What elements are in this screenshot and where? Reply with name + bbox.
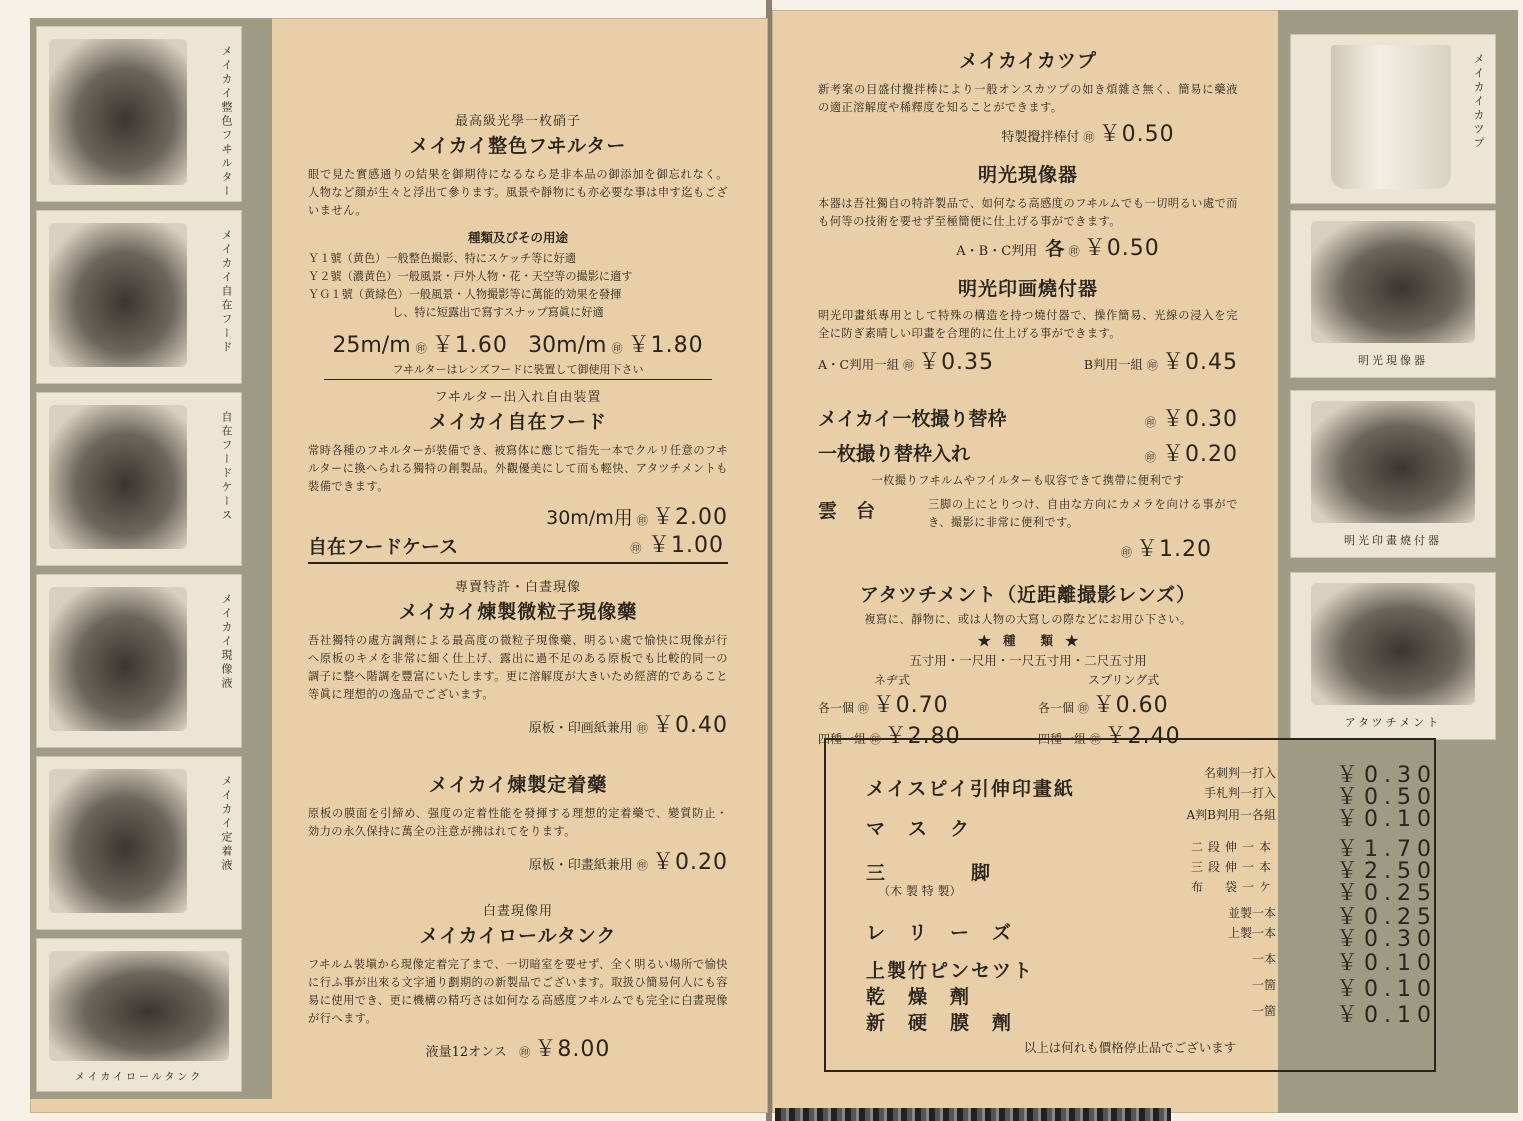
attachment-section bbox=[818, 578, 1238, 750]
box-item-name: 乾 燥 劑 bbox=[866, 986, 972, 1008]
printer-spec-1: A・C判用一組 bbox=[818, 357, 900, 372]
frames-price-2: ￥0.20 bbox=[1162, 442, 1238, 467]
tile-dev-tank bbox=[1290, 210, 1496, 378]
caption-hood: メイカイ自在フード bbox=[220, 229, 233, 355]
fixer-price: ￥0.20 bbox=[652, 850, 728, 875]
attachment-each-label: 各一個 bbox=[1038, 701, 1075, 715]
hood-case-photo bbox=[49, 405, 187, 549]
hood-case-title: 自在フードケース bbox=[308, 536, 459, 558]
box-item-name: 上製竹ピンセツト bbox=[866, 960, 1035, 982]
filter-section bbox=[308, 110, 728, 380]
box-price: ￥2.50 bbox=[1336, 859, 1437, 884]
frames-row-2: 一枚撮り替枠入れ ㊞ ￥0.20 bbox=[818, 437, 1238, 468]
box-spec: 手札判一打入 bbox=[1203, 786, 1276, 800]
filter-price-2: ￥1.80 bbox=[627, 333, 704, 358]
printer-section bbox=[818, 272, 1238, 376]
printer-price-2: ￥0.45 bbox=[1162, 350, 1238, 375]
scan-edge-strip bbox=[775, 1108, 1171, 1121]
frames-note: 一枚撮りフヰルムやフイルターも収容できて携帶に便利です bbox=[871, 474, 1185, 487]
filter-usage-line: Ｙ１號（黄色）一般整色撮影、特にスケッチ等に好適 bbox=[308, 252, 576, 265]
attachment-desc: 複寫に、靜物に、或は人物の大寫しの際などにお用ひ下さい。 bbox=[864, 613, 1192, 626]
hood-title: メイカイ自在フード bbox=[429, 411, 607, 433]
hood-case-row: 自在フードケース ㊞ ￥1.00 bbox=[308, 528, 728, 564]
dev-tank-title: 明光現像器 bbox=[977, 164, 1078, 186]
filter-note: フヰルターはレンズフードに裝置して御使用下さい bbox=[324, 361, 712, 380]
cloud-price-row: ㊞ ￥1.20 bbox=[1120, 537, 1212, 562]
dev-tank-price-row: A・B・C判用 各 ㊞ ￥0.50 bbox=[956, 236, 1160, 261]
dev-tank-desc: 本器は吾社獨自の特許製品で、如何なる高感度のフヰルムでも一切明るい處で而も何等の技術を要せず至極簡便に仕上げる事ができます。 bbox=[818, 197, 1238, 228]
printer-price-1: ￥0.35 bbox=[918, 350, 995, 375]
box-spec: 一箇 bbox=[1251, 978, 1276, 992]
attachment-kinds: 五寸用・一尺用・一尺五寸用・二尺五寸用 bbox=[909, 653, 1147, 668]
caption-developer: メイカイ現像液 bbox=[220, 593, 233, 691]
fixer-spec: 原板・印畫紙兼用 bbox=[528, 858, 633, 873]
printer-photo bbox=[1311, 401, 1475, 523]
printer-title: 明光印画燒付器 bbox=[957, 278, 1098, 300]
dev-tank-photo bbox=[1311, 221, 1475, 343]
developer-spec: 原板・印画紙兼用 bbox=[528, 721, 633, 736]
cup-price-row: 特製攪拌棒付 ㊞ ￥0.50 bbox=[1001, 122, 1175, 147]
caption-printer: 明光印畫燒付器 bbox=[1344, 534, 1442, 547]
cup-spec: 特製攪拌棒付 bbox=[1001, 130, 1080, 145]
cloud-row bbox=[818, 496, 1238, 532]
left-photo-strip bbox=[30, 18, 272, 1099]
caption-filter: メイカイ整色フヰルター bbox=[220, 45, 233, 199]
attachment-set-label: 四種一組 bbox=[1038, 732, 1087, 746]
box-item-name: メイスピイ引伸印畫紙 bbox=[866, 778, 1075, 800]
filter-usage-heading: 種類及びその用途 bbox=[467, 230, 568, 245]
box-price: ￥0.10 bbox=[1336, 1003, 1437, 1028]
attachment-screw-each-row: 各一個 ㊞ ￥0.70 bbox=[818, 693, 949, 718]
filter-size-1: 25m/m bbox=[332, 333, 411, 358]
attachment-spring-each: ￥0.60 bbox=[1092, 693, 1169, 718]
caption-attachment: アタツチメント bbox=[1344, 716, 1442, 729]
cup-section bbox=[818, 44, 1238, 148]
cloud-desc: 三脚の上にとりつけ、自由な方向にカメラを向ける事ができ、撮影に非常に便利です。 bbox=[928, 498, 1238, 529]
dev-tank-price: ￥0.50 bbox=[1083, 236, 1160, 261]
attachment-screw-set: ￥2.80 bbox=[884, 724, 961, 749]
tank-desc: フヰルム裝塡から現像定着完了まで、一切暗室を要せず、全く明るい場所で愉快に行ふ事が出來る文字通り劃期的の新製品でございます。取扱ひ簡易何人にも容易に使用でき、更に機構の精巧さは如何なる高感度フヰルムでも完全に白晝現像が行へます。 bbox=[308, 958, 728, 1025]
box-price: ￥0.50 bbox=[1336, 785, 1437, 810]
hood-spec: 30m/m用 bbox=[546, 507, 633, 529]
frames-section bbox=[818, 402, 1238, 490]
box-price: ￥0.10 bbox=[1336, 977, 1437, 1002]
tile-cup bbox=[1290, 34, 1496, 204]
tile-filter bbox=[36, 26, 242, 202]
tile-attachment bbox=[1290, 572, 1496, 740]
box-spec: 上製一本 bbox=[1227, 926, 1276, 940]
box-price: ￥0.25 bbox=[1336, 881, 1437, 906]
attachment-kinds-heading: ★ 種 類 ★ bbox=[977, 633, 1078, 648]
cloud-title: 雲 台 bbox=[818, 500, 876, 522]
attachment-spring-set-row: 四種一組 ㊞ ￥2.40 bbox=[1038, 724, 1181, 749]
hood-photo bbox=[49, 223, 187, 367]
box-price: ￥0.10 bbox=[1336, 951, 1437, 976]
filter-price-1: ￥1.60 bbox=[431, 333, 508, 358]
tile-fixer bbox=[36, 756, 242, 930]
filter-title: メイカイ整色フヰルター bbox=[409, 135, 627, 157]
hood-case-price: ￥1.00 bbox=[648, 533, 724, 558]
box-price: ￥0.10 bbox=[1336, 807, 1437, 832]
dev-tank-section bbox=[818, 158, 1238, 262]
filter-desc: 眼で見た實感通りの結果を御期待になるなら是非本品の御添加を御忘れなく。人物など顔が生々と浮出て參ります。風景や靜物にも亦必要な事は申す迄もございません。 bbox=[308, 168, 728, 217]
hood-desc: 常時各種のフヰルターが裝備でき、被寫体に應じて指先一本でクルリ任意のフヰルターに換へられる獨特の創製品。外觀優美にして而も輕快、アタツチメントも裝備できます。 bbox=[308, 444, 728, 493]
attachment-each-label: 各一個 bbox=[818, 701, 855, 715]
box-spec: 並製一本 bbox=[1227, 906, 1276, 920]
filter-usage-line: Ｙ２號（濃黄色）一般風景・戸外人物・花・天空等の撮影に適す bbox=[308, 270, 633, 283]
box-price: ￥0.30 bbox=[1336, 763, 1437, 788]
fixer-section bbox=[308, 768, 728, 876]
hood-price: ￥2.00 bbox=[652, 505, 728, 530]
tile-tank bbox=[36, 938, 242, 1092]
accessories-price-box bbox=[824, 738, 1436, 1072]
filter-photo bbox=[49, 39, 187, 185]
cup-desc: 新考案の目盛付攪拌棒により一般オンスカツプの如き煩雜さ無く、簡易に藥液の適正溶解度や稀釋度を知ることができます。 bbox=[818, 83, 1238, 114]
tank-price-row: 液量12オンス ㊞ ￥8.00 bbox=[425, 1037, 611, 1062]
hood-subtitle: フヰルター出入れ自由装置 bbox=[434, 390, 602, 405]
attachment-spring-set: ￥2.40 bbox=[1104, 724, 1181, 749]
caption-fixer: メイカイ定着液 bbox=[220, 775, 233, 873]
tank-title: メイカイロールタンク bbox=[419, 925, 617, 947]
attachment-photo bbox=[1311, 583, 1475, 705]
box-item-name: 三 脚 bbox=[866, 862, 993, 884]
dev-tank-each: 各 bbox=[1045, 238, 1065, 260]
frames-item-2: 一枚撮り替枠入れ bbox=[818, 443, 971, 465]
box-spec: 二段伸一本 bbox=[1190, 840, 1276, 854]
frames-price-1: ￥0.30 bbox=[1162, 407, 1238, 432]
attachment-spring-each-row: 各一個 ㊞ ￥0.60 bbox=[1038, 693, 1169, 718]
tank-photo bbox=[49, 951, 229, 1061]
box-item-name: レ リ ー ズ bbox=[866, 922, 1014, 944]
developer-price-row: 原板・印画紙兼用 ㊞ ￥0.40 bbox=[528, 713, 728, 738]
developer-desc: 吾社獨特の處方調劑による最高度の微粒子現像藥、明るい處で愉快に現像が行へ原板のキメを非常に細く仕上げ、露出に過不足のある原板でも比較的同一の調子に整へ階調を豐富にいたします。更に溶解度が大きいため經濟的であること等眞に理想的の逸品でございます。 bbox=[308, 634, 728, 701]
hood-price-row: 30m/m用 ㊞ ￥2.00 bbox=[546, 505, 728, 530]
printer-desc: 明光印畫紙專用として特殊の構造を持つ燒付器で、操作簡易、光線の浸入を完全に防ぎ素晴しい印畫を合理的に仕上げる事ができます。 bbox=[818, 309, 1238, 340]
attachment-spring-label: スプリング式 bbox=[1088, 673, 1160, 687]
tile-printer bbox=[1290, 390, 1496, 558]
cloud-section bbox=[818, 496, 1238, 563]
cloud-price: ￥1.20 bbox=[1136, 537, 1212, 562]
left-page bbox=[30, 18, 768, 1113]
tank-section bbox=[308, 900, 728, 1063]
attachment-screw-set-row: 四種一組 ㊞ ￥2.80 bbox=[818, 724, 961, 749]
attachment-screw-label: ネヂ式 bbox=[874, 673, 911, 687]
box-footer: 以上は何れも價格停止品でございます bbox=[1023, 1040, 1237, 1055]
box-item-sub: （木 製 特 製） bbox=[878, 884, 962, 898]
developer-price: ￥0.40 bbox=[652, 713, 728, 738]
box-spec: A判B判用一各組 bbox=[1186, 808, 1276, 822]
caption-hood-case: 自在フードケース bbox=[220, 411, 233, 523]
tank-spec: 液量12オンス bbox=[425, 1045, 507, 1060]
developer-section bbox=[308, 576, 728, 739]
frames-row-1: メイカイ一枚撮り替枠 ㊞ ￥0.30 bbox=[818, 402, 1238, 433]
cup-photo bbox=[1331, 45, 1451, 189]
attachment-title: アタツチメント（近距離撮影レンズ） bbox=[859, 584, 1197, 606]
box-price: ￥1.70 bbox=[1336, 837, 1437, 862]
box-item-name: マ ス ク bbox=[866, 818, 972, 840]
caption-cup: メイカイカツプ bbox=[1472, 53, 1485, 151]
box-spec: 名刺判一打入 bbox=[1203, 766, 1276, 780]
cup-title: メイカイカツプ bbox=[959, 50, 1097, 72]
hood-case-section bbox=[308, 528, 728, 564]
attachment-set-label: 四種一組 bbox=[818, 732, 867, 746]
fixer-photo bbox=[49, 769, 187, 913]
printer-spec-2: B判用一組 bbox=[1083, 357, 1144, 372]
box-spec: 三段伸一本 bbox=[1190, 860, 1276, 874]
caption-tank: メイカイロールタンク bbox=[74, 1072, 204, 1083]
hood-section bbox=[308, 386, 728, 531]
right-page bbox=[772, 10, 1518, 1113]
filter-usage-line: ＹＧ１號（黄緑色）一般風景・人物撮影等に萬能的効果を發揮 bbox=[308, 288, 622, 301]
developer-photo bbox=[49, 587, 187, 731]
box-spec: 一本 bbox=[1251, 952, 1276, 966]
fixer-desc: 原板の膜面を引締め、强度の定着性能を發揮する理想的定着藥で、變質防止・効力の永久保持に萬全の注意が拂はれてをります。 bbox=[308, 807, 728, 838]
box-item-name: 新 硬 膜 劑 bbox=[866, 1012, 1014, 1034]
printer-price-row: A・C判用一組 ㊞ ￥0.35 B判用一組 ㊞ ￥0.45 bbox=[818, 350, 1238, 375]
box-spec: 一箇 bbox=[1251, 1004, 1276, 1018]
tile-developer bbox=[36, 574, 242, 748]
tile-hood bbox=[36, 210, 242, 384]
developer-title: メイカイ煉製微粒子現像藥 bbox=[398, 601, 638, 623]
fixer-price-row: 原板・印畫紙兼用 ㊞ ￥0.20 bbox=[528, 850, 728, 875]
box-price: ￥0.30 bbox=[1336, 927, 1437, 952]
tile-hood-case bbox=[36, 392, 242, 566]
filter-usage-line: し、特に短露出で寫すスナップ寫眞に好適 bbox=[392, 306, 604, 319]
box-spec: 布 袋一ケ bbox=[1190, 880, 1276, 894]
tank-price: ￥8.00 bbox=[534, 1037, 611, 1062]
filter-subtitle: 最高級光學一枚硝子 bbox=[454, 114, 581, 129]
cup-price: ￥0.50 bbox=[1098, 122, 1175, 147]
caption-dev-tank: 明光現像器 bbox=[1358, 354, 1428, 367]
fixer-title: メイカイ煉製定着藥 bbox=[428, 774, 608, 796]
box-price: ￥0.25 bbox=[1336, 905, 1437, 930]
filter-size-2: 30m/m bbox=[528, 333, 607, 358]
frames-item-1: メイカイ一枚撮り替枠 bbox=[818, 408, 1007, 430]
attachment-screw-each: ￥0.70 bbox=[872, 693, 949, 718]
filter-prices: 25m/m ㊞ ￥1.60 30m/m ㊞ ￥1.80 bbox=[332, 333, 704, 358]
tank-subtitle: 白晝現像用 bbox=[482, 904, 553, 919]
developer-subtitle: 專賣特許・白晝現像 bbox=[454, 580, 581, 595]
dev-tank-spec: A・B・C判用 bbox=[956, 244, 1038, 259]
